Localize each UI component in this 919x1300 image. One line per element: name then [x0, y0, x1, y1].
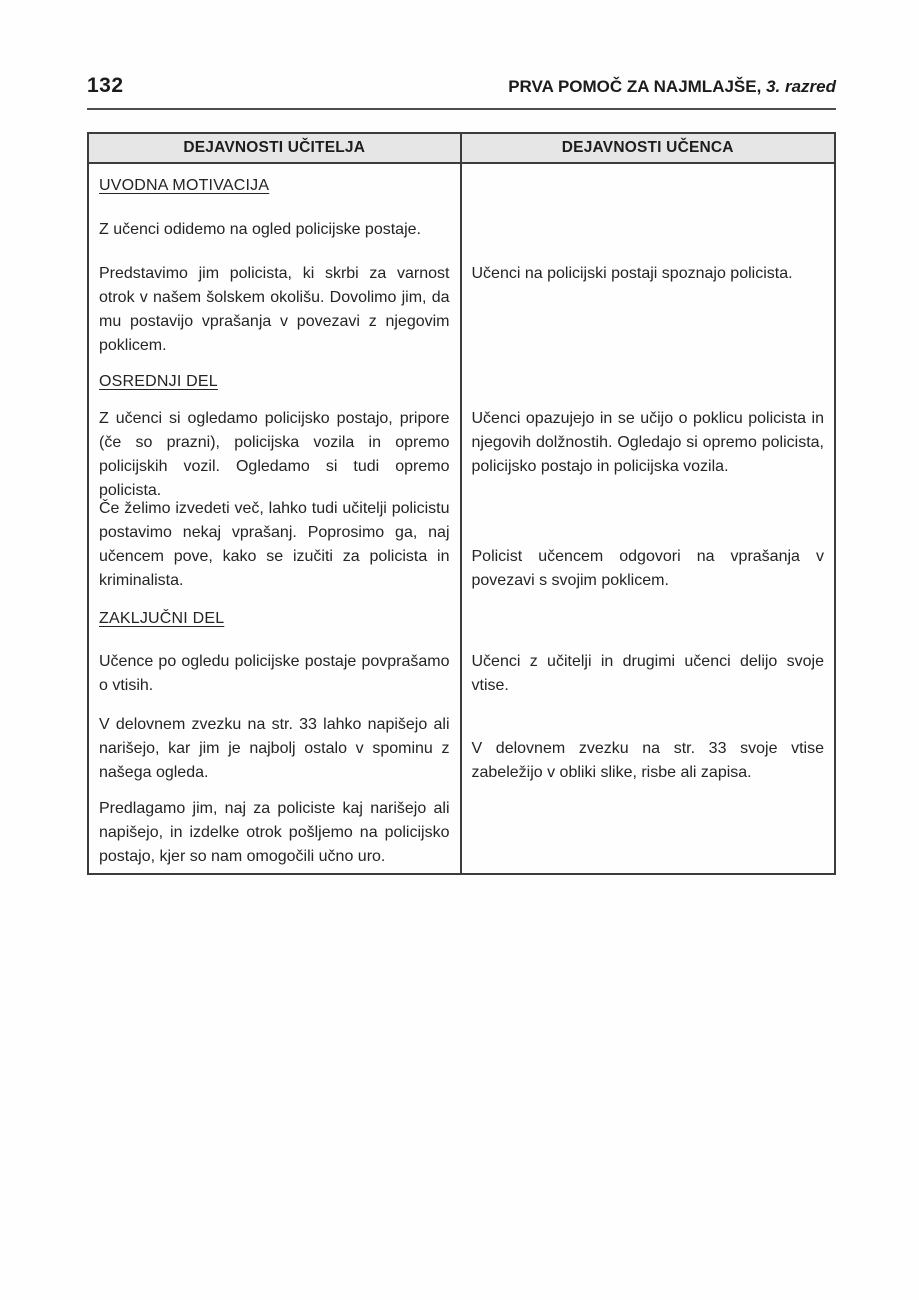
student-paragraph: V delovnem zvezku na str. 33 svoje vtise zabeležijo v obliki slike, risbe ali zapisa.	[471, 740, 824, 781]
teacher-paragraph: V delovnem zvezku na str. 33 lahko napišejo ali narišejo, kar jim je najbolj ostalo v spominu z našega ogleda.	[99, 716, 450, 781]
grade-label: 3. razred	[766, 77, 836, 96]
student-paragraph: Učenci opazujejo in se učijo o poklicu policista in njegovih dolžnostih. Ogledajo si opremo policista, policijsko postajo in policijska vozila.	[471, 410, 824, 475]
table-body	[89, 164, 834, 873]
teacher-paragraph: Učence po ogledu policijske postaje povprašamo o vtisih.	[99, 653, 450, 694]
section-heading-osrednji-del: OSREDNJI DEL	[99, 373, 218, 390]
teacher-paragraph: Z učenci odidemo na ogled policijske postaje.	[99, 221, 421, 238]
student-activities-column	[462, 164, 835, 873]
table-header-row	[89, 134, 834, 164]
book-title: PRVA POMOČ ZA NAJMLAJŠE,	[508, 77, 762, 96]
page-header	[87, 74, 836, 98]
activities-table	[87, 132, 836, 875]
page-header-title	[508, 77, 836, 97]
teacher-paragraph: Predlagamo jim, naj za policiste kaj narišejo ali napišejo, in izdelke otrok pošljemo na policijsko postajo, kjer so nam omogočili učno uro.	[99, 800, 450, 865]
teacher-paragraph: Predstavimo jim policista, ki skrbi za varnost otrok v našem šolskem okolišu. Dovolimo jim, da mu postavijo vprašanja v povezavi z njegovim poklicem.	[99, 265, 450, 354]
teacher-activities-column	[89, 164, 462, 873]
student-paragraph: Učenci na policijski postaji spoznajo policista.	[471, 265, 793, 282]
student-paragraph: Učenci z učitelji in drugimi učenci delijo svoje vtise.	[471, 653, 824, 694]
section-heading-uvodna-motivacija: UVODNA MOTIVACIJA	[99, 177, 270, 194]
teacher-paragraph: Z učenci si ogledamo policijsko postajo, pripore (če so prazni), policijska vozila in opremo policijskih vozil. Ogledamo si tudi opremo policista.	[99, 410, 450, 499]
section-heading-zakljucni-del: ZAKLJUČNI DEL	[99, 610, 225, 627]
student-paragraph: Policist učencem odgovori na vprašanja v povezavi s svojim poklicem.	[471, 548, 824, 589]
column-header-teacher: DEJAVNOSTI UČITELJA	[89, 134, 462, 162]
column-header-student: DEJAVNOSTI UČENCA	[561, 139, 734, 156]
header-rule	[87, 108, 836, 110]
teacher-paragraph: Če želimo izvedeti več, lahko tudi učitelji policistu postavimo nekaj vprašanj. Poprosimo ga, naj učencem pove, kako se izučiti za policista in kriminalista.	[99, 500, 450, 589]
page-number: 132	[87, 74, 124, 97]
